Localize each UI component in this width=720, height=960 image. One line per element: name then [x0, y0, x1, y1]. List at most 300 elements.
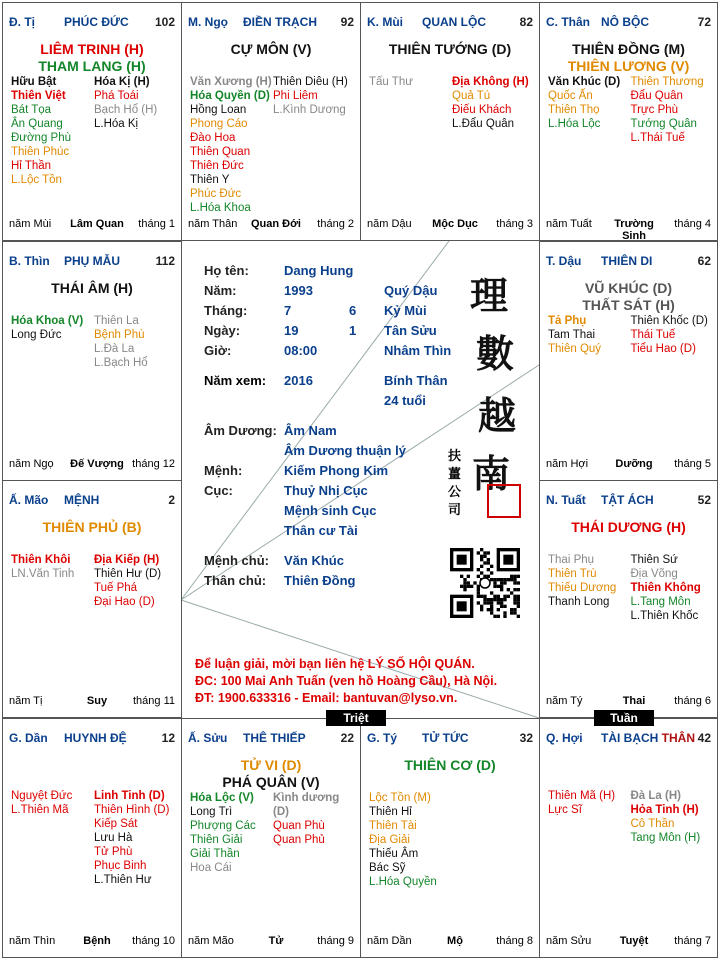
center-row-lunar: 6 — [349, 303, 357, 318]
minor-stars-right — [452, 791, 535, 889]
palace-branch: Q. Hợi — [546, 731, 583, 745]
minor-stars-right — [631, 553, 714, 623]
palace-header — [9, 15, 175, 31]
palace-footer — [546, 935, 711, 949]
palace-branch: T. Dậu — [546, 254, 582, 268]
palace-number: 72 — [697, 15, 711, 29]
minor-stars — [548, 553, 713, 623]
palace-number: 52 — [697, 493, 711, 507]
minor-star: Thiên Hư (D) — [94, 568, 162, 580]
minor-star: Đẩu Quân — [630, 90, 683, 102]
minor-star: Thai Phụ — [548, 554, 595, 566]
minor-star: Thiên Hình (D) — [94, 804, 170, 816]
palace-cell-ty — [360, 718, 540, 958]
minor-star: Thiên Việt — [11, 90, 66, 102]
main-stars — [361, 41, 539, 58]
center-row-label: Họ tên: — [204, 263, 249, 278]
palace-branch: C. Thân — [546, 15, 590, 29]
main-star: THAM LANG (H) — [38, 58, 146, 74]
center-row-canchi: Tân Sửu — [384, 323, 437, 338]
palace-footer — [9, 935, 175, 949]
minor-star: Hóa Khoa (V) — [11, 315, 84, 327]
palace-month: tháng 6 — [674, 695, 711, 707]
minor-stars-right — [631, 75, 714, 145]
minor-star: Quốc Ấn — [548, 90, 593, 102]
contact-info — [195, 656, 497, 707]
minor-star: Thiếu Dương — [548, 582, 617, 594]
minor-star: L.Hóa Lộc — [548, 118, 601, 130]
minor-star: Đường Phù — [11, 132, 71, 144]
palace-year: năm Tý — [546, 695, 583, 707]
minor-star: L.Bạch Hổ — [94, 357, 148, 369]
palace-year: năm Hợi — [546, 458, 589, 470]
center-row-canchi: Kỷ Mùi — [384, 303, 427, 318]
palace-branch: G. Tý — [367, 731, 398, 745]
main-star: THIÊN TƯỚNG (D) — [388, 41, 512, 57]
palace-month: tháng 9 — [317, 935, 354, 947]
minor-star: Phúc Đức — [190, 188, 242, 200]
palace-year: năm Thân — [188, 218, 238, 230]
center-row-canchi: Quý Dậu — [384, 283, 438, 298]
minor-stars — [548, 789, 713, 845]
palace-footer — [546, 218, 711, 241]
palace-stage: Dưỡng — [615, 458, 653, 470]
palace-month: tháng 4 — [674, 218, 711, 230]
palace-month: tháng 1 — [138, 218, 175, 230]
minor-star: Tử Phù — [94, 846, 133, 858]
center-row-value: 08:00 — [284, 343, 318, 358]
palace-number: 12 — [161, 731, 175, 745]
palace-name: ĐIỀN TRẠCH — [243, 15, 317, 29]
palace-cell-dan — [2, 718, 182, 958]
palace-footer — [188, 935, 354, 949]
minor-star: Phục Binh — [94, 860, 147, 872]
minor-star: Thiên Không — [630, 582, 701, 594]
center-row-value: 19 — [284, 323, 299, 338]
minor-star: L.Tang Môn — [630, 596, 691, 608]
main-stars — [3, 519, 181, 536]
minor-stars-left — [548, 314, 631, 356]
palace-stage: Thai — [622, 695, 646, 707]
minor-star: Tướng Quân — [630, 118, 697, 130]
palace-name: PHÚC ĐỨC — [64, 15, 129, 29]
minor-star: Thiên Quý — [548, 343, 602, 355]
palace-name: THIÊN DI — [601, 254, 653, 268]
minor-star: Long Trì — [190, 806, 233, 818]
palace-number: 102 — [154, 15, 175, 29]
palace-month: tháng 12 — [132, 458, 175, 470]
minor-star: Địa Võng — [630, 568, 678, 580]
palace-stage: Quan Đới — [251, 218, 301, 230]
minor-star: LN.Văn Tinh — [11, 568, 75, 580]
cuc-value-2: Mệnh sinh Cục — [284, 503, 377, 518]
menh-value: Kiếm Phong Kim — [284, 463, 389, 478]
palace-name: TÀI BẠCH — [601, 731, 659, 745]
minor-stars-left — [548, 789, 631, 845]
palace-footer — [9, 218, 175, 232]
minor-stars-left — [11, 75, 94, 187]
minor-stars-left — [190, 791, 273, 875]
center-row-label: Ngày: — [204, 323, 241, 338]
minor-star: Tiểu Hao (D) — [630, 343, 696, 355]
main-star: THÁI ÂM (H) — [51, 280, 133, 296]
minor-star: Thiên Trù — [548, 568, 597, 580]
palace-stage: Đế Vượng — [70, 458, 124, 470]
center-row-label: Năm: — [204, 283, 237, 298]
palace-name: PHỤ MẪU — [64, 254, 120, 268]
palace-header — [546, 15, 711, 31]
main-stars — [540, 519, 717, 536]
main-star: LIÊM TRINH (H) — [40, 41, 144, 57]
minor-star: L.Đẩu Quân — [452, 118, 515, 130]
minor-star: Quan Phủ — [273, 834, 325, 846]
logo-char-2: 數 — [476, 331, 515, 376]
palace-year: năm Thìn — [9, 935, 56, 947]
than-chu-label: Thân chủ: — [204, 573, 267, 588]
palace-cell-suu — [181, 718, 361, 958]
minor-star: Hữu Bật — [11, 76, 57, 88]
minor-star: Thiên Giải — [190, 834, 243, 846]
minor-stars — [11, 314, 177, 370]
minor-star: Trực Phù — [630, 104, 679, 116]
minor-star: Phi Liêm — [273, 90, 318, 102]
palace-footer — [367, 935, 533, 949]
main-star: THIÊN LƯƠNG (V) — [567, 58, 690, 74]
main-stars — [3, 41, 181, 75]
minor-star: L.Thiên Khốc — [630, 610, 699, 622]
minor-stars-left — [11, 789, 94, 887]
than-chu-value: Thiên Đồng — [284, 573, 356, 588]
palace-stage: Tuyệt — [619, 935, 649, 947]
minor-star: Linh Tinh (D) — [94, 790, 165, 802]
minor-star: Phong Cáo — [190, 118, 248, 130]
palace-header — [9, 731, 175, 747]
minor-star: Điếu Khách — [452, 104, 512, 116]
palace-year: năm Tị — [9, 695, 43, 707]
minor-star: Cô Thần — [630, 818, 675, 830]
minor-star: Hồng Loan — [190, 104, 247, 116]
main-star: TỬ VI (D) — [240, 757, 302, 773]
cuc-label: Cục: — [204, 483, 233, 498]
minor-stars-left — [548, 553, 631, 623]
minor-stars — [11, 75, 177, 187]
palace-year: năm Sửu — [546, 935, 592, 947]
palace-stage: Bệnh — [83, 935, 111, 947]
cuc-value: Thuỷ Nhị Cục — [284, 483, 368, 498]
minor-star: Thiên Sứ — [630, 554, 678, 566]
palace-name: NÔ BỘC — [601, 15, 649, 29]
palace-header — [367, 731, 533, 747]
palace-month: tháng 3 — [496, 218, 533, 230]
palace-stage: Mộc Dục — [432, 218, 478, 230]
minor-stars-left — [369, 75, 452, 131]
palace-month: tháng 7 — [674, 935, 711, 947]
minor-stars — [190, 791, 356, 875]
logo-char-3: 越 — [478, 393, 517, 438]
minor-stars-right — [94, 314, 177, 370]
minor-star: Giải Thần — [190, 848, 240, 860]
minor-star: Thiên Quan — [190, 146, 251, 158]
minor-star: Tuế Phá — [94, 582, 138, 594]
minor-star: Đà La (H) — [630, 790, 681, 802]
palace-branch: N. Tuất — [546, 493, 586, 507]
minor-star: Địa Không (H) — [452, 76, 529, 88]
main-star: THIÊN PHỦ (B) — [42, 519, 142, 535]
am-duong-value: Âm Nam — [284, 423, 337, 438]
minor-star: Lực Sĩ — [548, 804, 582, 816]
palace-stage: Lâm Quan — [70, 218, 124, 230]
minor-star: Lộc Tồn (M) — [369, 792, 431, 804]
palace-header — [367, 15, 533, 31]
palace-branch: Ấ. Mão — [9, 493, 49, 507]
main-star: PHÁ QUÂN (V) — [222, 774, 320, 790]
palace-branch: B. Thìn — [9, 254, 50, 268]
logo-char-1: 理 — [470, 273, 509, 318]
minor-star: Thiên La — [94, 315, 139, 327]
palace-header — [188, 15, 354, 31]
minor-stars-left — [190, 75, 273, 215]
cuc-value-3: Thân cư Tài — [284, 523, 358, 538]
main-star: CỰ MÔN (V) — [230, 41, 312, 57]
minor-star: Quan Phù — [273, 820, 325, 832]
palace-month: tháng 5 — [674, 458, 711, 470]
center-row-value: 7 — [284, 303, 292, 318]
palace-month: tháng 11 — [132, 695, 175, 707]
nam-xem-can: Bính Thân — [384, 373, 448, 388]
minor-stars-right — [631, 789, 714, 845]
main-star: THẤT SÁT (H) — [582, 297, 675, 313]
minor-stars — [369, 791, 535, 889]
menh-chu-label: Mệnh chủ: — [204, 553, 269, 568]
palace-cell-mao — [2, 480, 182, 718]
minor-star: Địa Giải — [369, 834, 410, 846]
palace-year: năm Mão — [188, 935, 234, 947]
palace-branch: Ấ. Sửu — [188, 731, 228, 745]
palace-number: 82 — [519, 15, 533, 29]
palace-stage: Mộ — [447, 935, 463, 947]
minor-stars — [190, 75, 356, 215]
minor-star: Bạch Hổ (H) — [94, 104, 158, 116]
contact-line-2: ĐC: 100 Mai Anh Tuấn (ven hồ Hoàng Cầu), Hà Nội. — [195, 674, 498, 688]
minor-stars-right — [452, 75, 535, 131]
palace-name: QUAN LỘC — [422, 15, 486, 29]
minor-star: Hỉ Thần — [11, 160, 52, 172]
minor-star: Thiên Khôi — [11, 554, 71, 566]
palace-number: 2 — [168, 493, 175, 507]
minor-star: Long Đức — [11, 329, 62, 341]
minor-star: L.Thiên Mã — [11, 804, 69, 816]
tuan-tag: Tuần — [594, 710, 654, 726]
minor-star: Thiên Thương — [630, 76, 704, 88]
minor-star: Thái Tuế — [630, 329, 676, 341]
main-stars — [540, 280, 717, 314]
palace-cell-thin — [2, 241, 182, 481]
minor-star: Thiên Phúc — [11, 146, 70, 158]
minor-star: Bác Sỹ — [369, 862, 406, 874]
than-marker: THÂN — [661, 731, 695, 745]
palace-stage: Suy — [86, 695, 108, 707]
palace-name: HUYNH ĐỆ — [64, 731, 127, 745]
palace-stage: Tử — [268, 935, 284, 947]
palace-header — [9, 493, 175, 509]
palace-number: 32 — [519, 731, 533, 745]
minor-stars-left — [548, 75, 631, 145]
center-row-label: Giờ: — [204, 343, 232, 358]
nam-xem-value: 2016 — [284, 373, 313, 388]
palace-number: 42 — [697, 731, 711, 745]
center-row-canchi: Nhâm Thìn — [384, 343, 452, 358]
palace-header — [188, 731, 354, 747]
minor-star: Tang Môn (H) — [630, 832, 701, 844]
minor-star: Lưu Hà — [94, 832, 133, 844]
red-seal-icon — [487, 484, 521, 518]
minor-star: Đại Hao (D) — [94, 596, 155, 608]
minor-star: Thiên Diêu (H) — [273, 76, 348, 88]
minor-star: Nguyệt Đức — [11, 790, 73, 802]
tuoi-value: 24 tuổi — [384, 393, 426, 408]
minor-star: L.Thái Tuế — [630, 132, 685, 144]
minor-star: Tấu Thư — [369, 76, 413, 88]
main-star: VŨ KHÚC (D) — [584, 280, 673, 296]
minor-star: Bệnh Phù — [94, 329, 145, 341]
palace-month: tháng 2 — [317, 218, 354, 230]
main-stars — [361, 757, 539, 774]
palace-name: TỬ TỨC — [422, 731, 469, 745]
minor-star: Thiên Thọ — [548, 104, 600, 116]
minor-star: Thiếu Âm — [369, 848, 419, 860]
palace-month: tháng 8 — [496, 935, 533, 947]
minor-stars-left — [369, 791, 452, 889]
palace-year: năm Ngọ — [9, 458, 54, 470]
palace-header — [546, 493, 711, 509]
palace-stage: Trường Sinh — [614, 218, 654, 241]
logo-char-4: 南 — [472, 451, 511, 496]
minor-star: L.Kình Dương — [273, 104, 346, 116]
minor-stars-right — [273, 75, 356, 215]
minor-star: Tả Phụ — [548, 315, 587, 327]
center-row-label: Tháng: — [204, 303, 248, 318]
minor-star: Phượng Các — [190, 820, 256, 832]
minor-star: Phá Toái — [94, 90, 139, 102]
contact-line-1: Để luận giải, mời bạn liên hệ LÝ SỐ HỘI QUÁN. — [195, 657, 475, 671]
minor-stars — [548, 314, 713, 356]
palace-header — [9, 254, 175, 270]
minor-star: L.Thiên Hư — [94, 874, 152, 886]
palace-cell-ngo — [181, 2, 361, 241]
minor-star: L.Hóa Kị — [94, 118, 139, 130]
palace-branch: G. Dần — [9, 731, 48, 745]
minor-star: Địa Kiếp (H) — [94, 554, 160, 566]
nam-xem-label: Năm xem: — [204, 373, 267, 388]
minor-star: L.Hóa Khoa — [190, 202, 251, 214]
minor-stars-left — [11, 553, 94, 609]
main-star: THÁI DƯƠNG (H) — [571, 519, 686, 535]
palace-branch: K. Mùi — [367, 15, 403, 29]
palace-cell-ti — [2, 2, 182, 241]
minor-stars — [548, 75, 713, 145]
minor-star: Thanh Long — [548, 596, 610, 608]
menh-label: Mệnh: — [204, 463, 243, 478]
palace-name: TẬT ÁCH — [601, 493, 654, 507]
minor-star: Kình dương (D) — [273, 792, 340, 818]
palace-footer — [546, 695, 711, 709]
minor-stars-right — [273, 791, 356, 875]
minor-star: L.Lộc Tồn — [11, 174, 62, 186]
minor-stars — [11, 789, 177, 887]
palace-number: 62 — [697, 254, 711, 268]
palace-number: 22 — [340, 731, 354, 745]
minor-stars — [11, 553, 177, 609]
palace-footer — [9, 695, 175, 709]
logo-small-text: 扶 薑 公 司 — [448, 449, 462, 518]
minor-star: Thiên Đức — [190, 160, 244, 172]
minor-stars-right — [94, 789, 177, 887]
center-row-lunar: 1 — [349, 323, 357, 338]
palace-branch: Đ. Tị — [9, 15, 35, 29]
minor-star: Hóa Quyền (D) — [190, 90, 270, 102]
minor-stars-left — [11, 314, 94, 370]
center-row-value: Dang Hung — [284, 263, 354, 278]
contact-line-3: ĐT: 1900.633316 - Email: bantuvan@lyso.vn. — [195, 691, 458, 705]
palace-year: năm Dần — [367, 935, 412, 947]
palace-footer — [9, 458, 175, 472]
palace-cell-dau — [539, 241, 718, 481]
palace-footer — [188, 218, 354, 232]
minor-stars — [369, 75, 535, 131]
main-star: THIÊN ĐỒNG (M) — [572, 41, 685, 57]
palace-year: năm Tuất — [546, 218, 592, 230]
main-stars — [3, 280, 181, 297]
minor-star: Hỏa Tinh (H) — [630, 804, 699, 816]
minor-star: L.Hóa Quyền — [369, 876, 437, 888]
main-stars — [540, 41, 717, 75]
minor-stars-right — [94, 553, 177, 609]
main-stars — [182, 41, 360, 58]
palace-footer — [546, 458, 711, 472]
palace-header — [546, 731, 711, 747]
palace-cell-hoi — [539, 718, 718, 958]
palace-footer — [367, 218, 533, 232]
minor-star: Văn Xương (H) — [190, 76, 272, 88]
minor-star: Kiếp Sát — [94, 818, 138, 830]
menh-chu-value: Văn Khúc — [284, 553, 344, 568]
minor-star: Thiên Hỉ — [369, 806, 412, 818]
center-row-value: 1993 — [284, 283, 313, 298]
minor-star: Thiên Khốc (D) — [630, 315, 708, 327]
palace-year: năm Mùi — [9, 218, 52, 230]
palace-year: năm Dậu — [367, 218, 412, 230]
qr-code-icon[interactable] — [450, 548, 520, 618]
palace-branch: M. Ngọ — [188, 15, 228, 29]
palace-number: 92 — [340, 15, 354, 29]
palace-header — [546, 254, 711, 270]
palace-number: 112 — [155, 254, 175, 268]
minor-star: Tam Thai — [548, 329, 596, 341]
minor-stars-right — [631, 314, 714, 356]
triet-tag: Triệt — [326, 710, 386, 726]
minor-star: Quả Tú — [452, 90, 491, 102]
minor-star: L.Đà La — [94, 343, 135, 355]
minor-star: Hóa Kị (H) — [94, 76, 150, 88]
palace-cell-than — [539, 2, 718, 241]
minor-star: Hoa Cái — [190, 862, 232, 874]
minor-star: Đào Hoa — [190, 132, 236, 144]
minor-star: Bát Tọa — [11, 104, 52, 116]
am-duong-value-2: Âm Dương thuận lý — [284, 443, 406, 458]
palace-name: MỆNH — [64, 493, 100, 507]
palace-cell-mui — [360, 2, 540, 241]
am-duong-label: Âm Dương: — [204, 423, 277, 438]
